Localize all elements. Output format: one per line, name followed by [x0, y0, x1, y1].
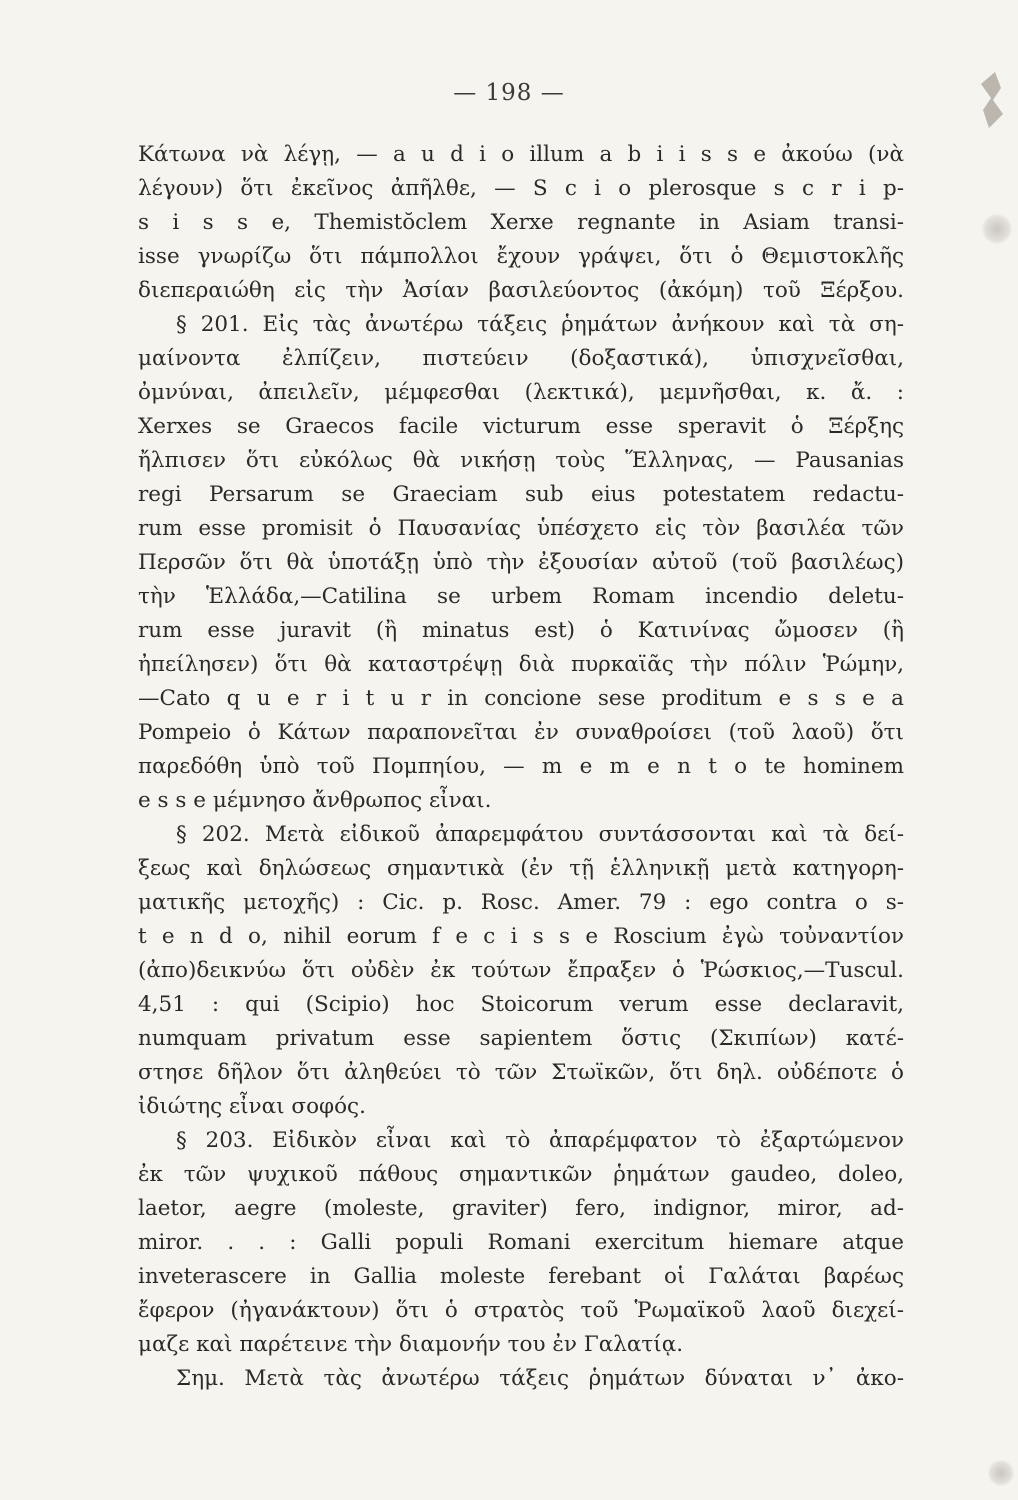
text-line: isse γνωρίζω ὅτι πάμπολλοι ἔχουν γράψει, ὅτι ὁ Θεμιστοκλῆς — [138, 244, 904, 269]
section-203-heading: § 203. Εἰδικὸν εἶναι καὶ τὸ ἀπαρέμφατον τὸ ἐξαρτώμενον — [176, 1128, 904, 1153]
text-line: laetor, aegre (moleste, graviter) fero, indignor, miror, ad- — [138, 1196, 904, 1221]
note-heading: Σημ. Μετὰ τὰς ἀνωτέρω τάξεις ῥημάτων δύναται ν᾽ ἀκο- — [176, 1366, 904, 1391]
section-201-heading: § 201. Εἰς τὰς ἀνωτέρω τάξεις ῥημάτων ἀνήκουν καὶ τὰ ση- — [176, 312, 904, 337]
text-line: ἤλπισεν ὅτι εὐκόλως θὰ νικήσῃ τοὺς Ἕλληνας, — Pausanias — [138, 448, 904, 473]
text-line: 4,51 : qui (Scipio) hoc Stoicorum verum esse declaravit, — [138, 992, 904, 1017]
text-line: Κάτωνα νὰ λέγῃ, — a u d i o illum a b i i s s e ἀκούω (νὰ — [138, 142, 904, 167]
text-line: Pompeio ὁ Κάτων παραπονεῖται ἐν συναθροίσει (τοῦ λαοῦ) ὅτι — [138, 720, 904, 745]
text-line: διεπεραιώθη εἰς τὴν Ἀσίαν βασιλεύοντος (ἀκόμη) τοῦ Ξέρξου. — [138, 278, 904, 303]
text-line: numquam privatum esse sapientem ὅστις (Σκιπίων) κατέ- — [138, 1026, 904, 1051]
scan-blemish-top — [982, 214, 1012, 244]
text-line: ἰδιώτης εἶναι σοφός. — [138, 1094, 366, 1119]
text-line: μαζε καὶ παρέτεινε τὴν διαμονήν του ἐν Γαλατίᾳ. — [138, 1332, 684, 1357]
body-text — [138, 138, 904, 1396]
page-number: — 198 — — [453, 80, 565, 106]
text-line: ἐκ τῶν ψυχικοῦ πάθους σημαντικῶν ῥημάτων gaudeo, doleo, — [138, 1162, 904, 1187]
text-line: τὴν Ἑλλάδα,—Catilina se urbem Romam incendio deletu- — [138, 584, 904, 609]
text-line: στησε δῆλον ὅτι ἀληθεύει τὸ τῶν Στωϊκῶν, ὅτι δηλ. οὐδέποτε ὁ — [138, 1060, 904, 1085]
text-line: inveterascere in Gallia moleste ferebant οἱ Γαλάται βαρέως — [138, 1264, 904, 1289]
text-line: μαίνοντα ἐλπίζειν, πιστεύειν (δοξαστικά), ὑπισχνεῖσθαι, — [138, 346, 904, 371]
text-line: παρεδόθη ὑπὸ τοῦ Πομπηίου, — m e m e n t o te hominem — [138, 754, 904, 779]
section-202-heading: § 202. Μετὰ εἰδικοῦ ἀπαρεμφάτου συντάσσονται καὶ τὰ δεί- — [176, 822, 904, 847]
text-line: —Cato q u e r i t u r in concione sese proditum e s s e a — [138, 686, 904, 711]
text-line: ξεως καὶ δηλώσεως σημαντικὰ (ἐν τῇ ἑλληνικῇ μετὰ κατηγορη- — [138, 856, 904, 881]
text-line: ματικῆς μετοχῆς) : Cic. p. Rosc. Amer. 79 : ego contra o s- — [138, 890, 904, 915]
text-line: Xerxes se Graecos facile victurum esse speravit ὁ Ξέρξης — [138, 414, 904, 439]
text-line: s i s s e, Themistŏclem Xerxe regnante in Asiam transi- — [138, 210, 904, 235]
text-line: ἔφερον (ἠγανάκτουν) ὅτι ὁ στρατὸς τοῦ Ῥωμαϊκοῦ λαοῦ διεχεί- — [138, 1298, 904, 1323]
scan-blemish-bottom — [988, 1460, 1014, 1486]
text-line: rum esse juravit (ἢ minatus est) ὁ Κατινίνας ὤμοσεν (ἢ — [138, 618, 904, 643]
text-line: t e n d o, nihil eorum f e c i s s e Roscium ἐγὼ τοὐναντίον — [138, 924, 904, 949]
text-line: e s s e μέμνησο ἄνθρωπος εἶναι. — [138, 788, 492, 813]
text-line: rum esse promisit ὁ Παυσανίας ὑπέσχετο εἰς τὸν βασιλέα τῶν — [138, 516, 904, 541]
text-line: Περσῶν ὅτι θὰ ὑποτάξῃ ὑπὸ τὴν ἐξουσίαν αὐτοῦ (τοῦ βασιλέως) — [138, 550, 904, 575]
text-line: regi Persarum se Graeciam sub eius potestatem redactu- — [138, 482, 904, 507]
text-line: miror. . . : Galli populi Romani exercitum hiemare atque — [138, 1230, 904, 1255]
text-line: (ἀπο)δεικνύω ὅτι οὐδὲν ἐκ τούτων ἔπραξεν ὁ Ῥώσκιος,—Tuscul. — [138, 958, 904, 983]
text-line: ἠπείλησεν) ὅτι θὰ καταστρέψῃ διὰ πυρκαϊᾶς τὴν πόλιν Ῥώμην, — [138, 652, 904, 677]
text-line: λέγουν) ὅτι ἐκεῖνος ἀπῆλθε, — S c i o plerosque s c r i p- — [138, 176, 904, 201]
text-line: ὀμνύναι, ἀπειλεῖν, μέμφεσθαι (λεκτικά), μεμνῆσθαι, κ. ἄ. : — [138, 380, 904, 405]
